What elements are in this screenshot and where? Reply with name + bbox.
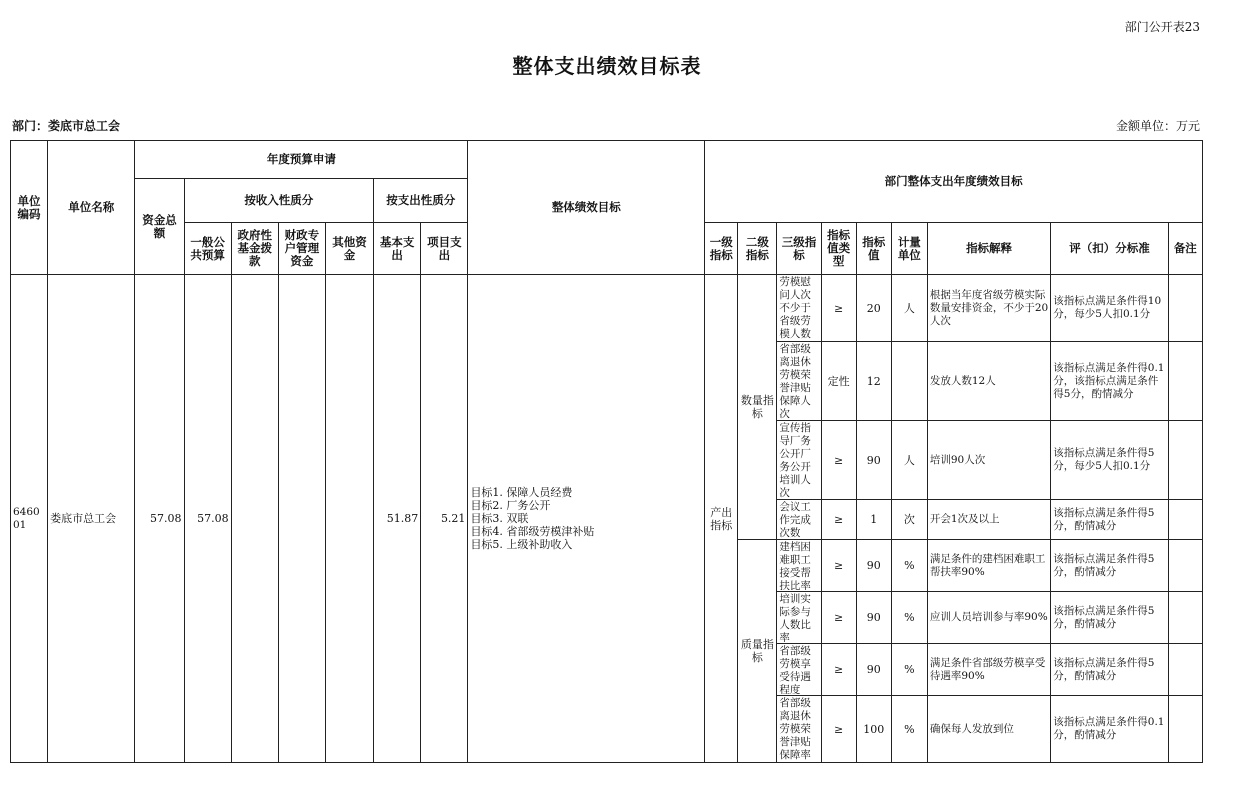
header-unit-name: 单位名称 [48,141,135,275]
indicator-remark [1168,696,1202,763]
indicator-remark [1168,592,1202,644]
indicator-value: 20 [856,275,891,342]
header-value-type: 指标值类型 [821,223,856,275]
indicator-unit: 人 [891,275,927,342]
indicator-scoring: 该指标点满足条件得5分，酌情减分 [1051,644,1168,696]
unit-name-cell: 娄底市总工会 [48,275,135,763]
goal-item: 目标2. 厂务公开 [470,499,551,512]
header-level3: 三级指标 [777,223,821,275]
indicator-value: 1 [856,500,891,540]
indicator-name: 宣传指导厂务公开厂务公开培训人次 [779,422,811,498]
page-title: 整体支出绩效目标表 [512,54,702,78]
indicator-remark [1168,540,1202,592]
indicator-scoring: 该指标点满足条件得5分，酌情减分 [1051,500,1168,540]
indicator-remark [1168,644,1202,696]
indicator-scoring: 该指标点满足条件得0.1分，该指标点满足条件得5分，酌情减分 [1051,342,1168,421]
header-other-funds: 其他资金 [325,223,373,275]
indicator-scoring: 该指标点满足条件得10分，每少5人扣0.1分 [1051,275,1168,342]
indicator-scoring: 该指标点满足条件得5分，每少5人扣0.1分 [1051,421,1168,500]
indicator-name: 培训实际参与人数比率 [779,593,811,642]
header-by-expense: 按支出性质分 [374,179,468,223]
indicator-value: 12 [856,342,891,421]
indicator-value: 100 [856,696,891,763]
indicator-type: ≥ [821,592,856,644]
indicator-value: 90 [856,592,891,644]
header-unit-code: 单位编码 [11,141,48,275]
indicator-unit: % [891,696,927,763]
indicator-unit: 次 [891,500,927,540]
header-project-expense: 项目支出 [421,223,468,275]
indicator-value: 90 [856,540,891,592]
project-expense-cell: 5.21 [421,275,468,763]
indicator-explanation: 确保每人发放到位 [927,696,1050,763]
header-explanation: 指标解释 [927,223,1050,275]
indicator-explanation: 培训90人次 [927,421,1050,500]
indicator-name: 省部级离退休劳模荣誉津贴保障率 [779,697,811,761]
indicator-explanation: 开会1次及以上 [927,500,1050,540]
indicator-type: ≥ [821,500,856,540]
header-budget-request: 年度预算申请 [135,141,468,179]
table-row [11,275,1203,342]
total-funds-cell: 57.08 [135,275,184,763]
indicator-scoring: 该指标点满足条件得5分，酌情减分 [1051,540,1168,592]
indicator-unit [891,342,927,421]
unit-code-cell: 646001 [11,275,48,763]
indicator-explanation: 发放人数12人 [927,342,1050,421]
indicator-type: ≥ [821,644,856,696]
goal-item: 目标4. 省部级劳模津补贴 [470,525,595,538]
indicator-explanation: 满足条件的建档困难职工帮扶率90% [927,540,1050,592]
basic-expense-cell: 51.87 [374,275,421,763]
indicator-unit: % [891,592,927,644]
header-overall-goal: 整体绩效目标 [468,141,705,275]
indicator-remark [1168,342,1202,421]
header-dept-goal: 部门整体支出年度绩效目标 [705,141,1203,223]
goal-item: 目标5. 上级补助收入 [470,538,573,551]
performance-table [10,140,1203,763]
form-tag: 部门公开表23 [1124,20,1200,34]
department-label: 部门：娄底市总工会 [12,119,121,133]
overall-goals-cell [468,275,705,763]
indicator-remark [1168,275,1202,342]
indicator-type: ≥ [821,540,856,592]
header-basic-expense: 基本支出 [374,223,421,275]
header-value: 指标值 [856,223,891,275]
header-gov-fund: 政府性基金拨款 [231,223,278,275]
indicator-scoring: 该指标点满足条件得5分，酌情减分 [1051,592,1168,644]
fiscal-special-cell [278,275,325,763]
header-by-income: 按收入性质分 [184,179,374,223]
indicator-type: ≥ [821,275,856,342]
level2-quality-cell: 质量指标 [738,540,777,763]
header-remark: 备注 [1168,223,1202,275]
amount-unit-label: 金额单位：万元 [1115,119,1200,133]
header-scoring: 评（扣）分标准 [1051,223,1168,275]
indicator-value: 90 [856,421,891,500]
header-level2: 二级指标 [738,223,777,275]
indicator-explanation: 应训人员培训参与率90% [927,592,1050,644]
goal-item: 目标1. 保障人员经费 [470,486,573,499]
header-general-budget: 一般公共预算 [184,223,231,275]
indicator-unit: % [891,540,927,592]
indicator-remark [1168,500,1202,540]
level2-quantity-cell: 数量指标 [738,275,777,540]
header-total-funds: 资金总额 [135,179,184,275]
other-funds-cell [325,275,373,763]
indicator-value: 90 [856,644,891,696]
header-fiscal-special: 财政专户管理资金 [278,223,325,275]
level1-cell: 产出指标 [705,275,738,763]
indicator-type: 定性 [821,342,856,421]
indicator-type: ≥ [821,696,856,763]
indicator-scoring: 该指标点满足条件得0.1分，酌情减分 [1051,696,1168,763]
indicator-name: 省部级离退休劳模荣誉津贴保障人次 [779,343,811,419]
general-budget-cell: 57.08 [184,275,231,763]
header-level1: 一级指标 [705,223,738,275]
indicator-explanation: 根据当年度省级劳模实际数量安排资金，不少于20人次 [927,275,1050,342]
indicator-unit: % [891,644,927,696]
goal-item: 目标3. 双联 [470,512,529,525]
indicator-name: 劳模慰问人次不少于省级劳模人数 [779,276,811,340]
indicator-type: ≥ [821,421,856,500]
indicator-remark [1168,421,1202,500]
header-measure-unit: 计量单位 [891,223,927,275]
indicator-name: 会议工作完成次数 [779,501,811,538]
indicator-explanation: 满足条件省部级劳模享受待遇率90% [927,644,1050,696]
indicator-unit: 人 [891,421,927,500]
indicator-name: 省部级劳模享受待遇程度 [779,645,811,694]
gov-fund-cell [231,275,278,763]
indicator-name: 建档困难职工接受帮扶比率 [779,541,811,590]
